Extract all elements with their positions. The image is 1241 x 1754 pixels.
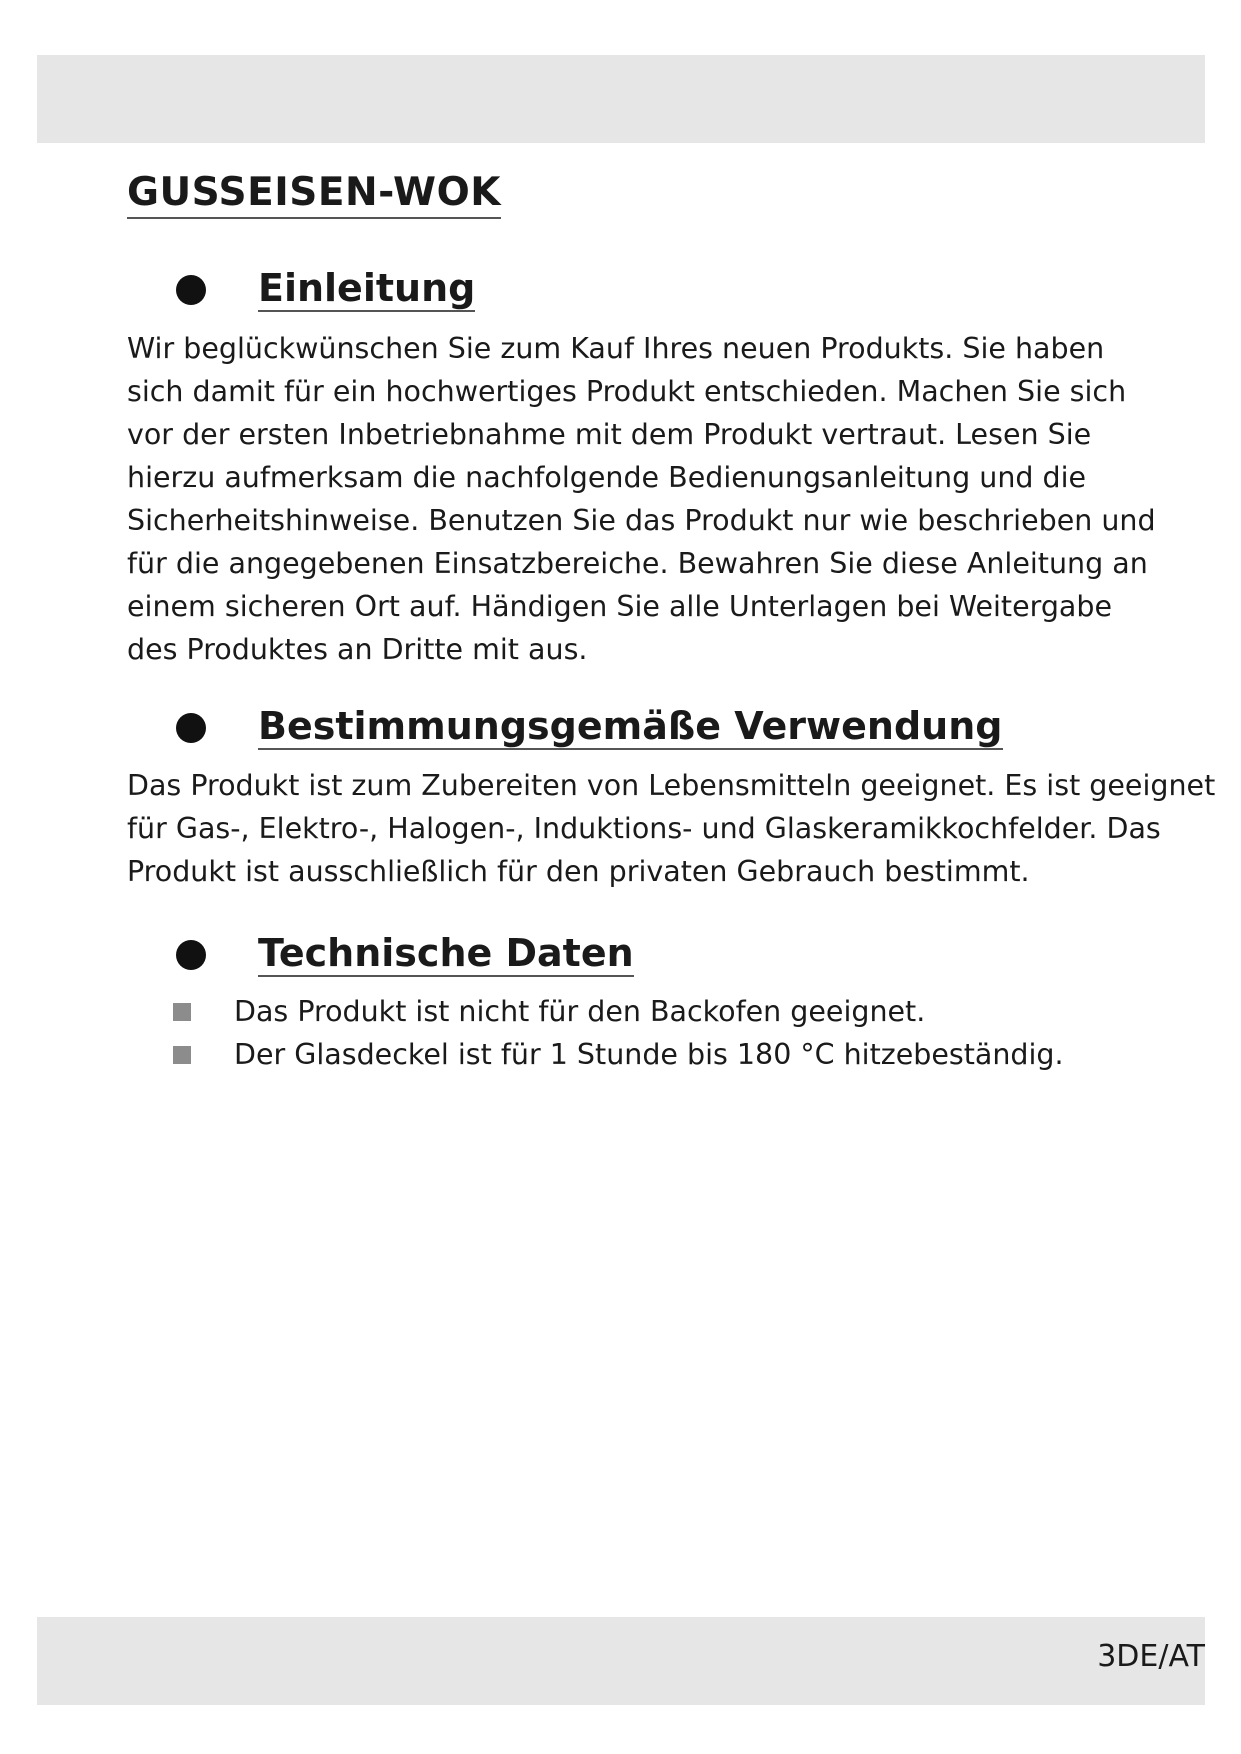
- document-title: GUSSEISEN-WOK: [127, 172, 501, 219]
- list-item: [173, 1033, 1064, 1076]
- usage-paragraph: [127, 764, 1216, 893]
- section-heading-text: Bestimmungsgemäße Verwendung: [258, 706, 1003, 751]
- paragraph-line: hierzu aufmerksam die nachfolgende Bedienungsanleitung und die: [127, 461, 1087, 494]
- intro-paragraph: [127, 327, 1156, 671]
- paragraph-line: Das Produkt ist zum Zubereiten von Lebensmitteln geeignet. Es ist geeignet: [127, 769, 1216, 802]
- section-heading-text: Technische Daten: [258, 933, 634, 978]
- square-bullet-icon: [173, 1003, 191, 1021]
- section-heading-verwendung: [176, 703, 1003, 753]
- list-item-text: Das Produkt ist nicht für den Backofen geeignet.: [234, 995, 926, 1028]
- paragraph-line: Sicherheitshinweise. Benutzen Sie das Produkt nur wie beschrieben und: [127, 504, 1156, 537]
- paragraph-line: einem sicheren Ort auf. Händigen Sie alle Unterlagen bei Weitergabe: [127, 590, 1113, 623]
- square-bullet-icon: [173, 1046, 191, 1064]
- round-bullet-icon: [176, 713, 206, 743]
- section-heading-einleitung: [176, 265, 475, 315]
- paragraph-line: des Produktes an Dritte mit aus.: [127, 633, 588, 666]
- page-number: 3DE/AT: [1097, 1639, 1205, 1674]
- paragraph-line: für die angegebenen Einsatzbereiche. Bewahren Sie diese Anleitung an: [127, 547, 1148, 580]
- footer-band: [37, 1617, 1205, 1705]
- section-heading-technische-daten: [176, 930, 634, 980]
- round-bullet-icon: [176, 940, 206, 970]
- paragraph-line: vor der ersten Inbetriebnahme mit dem Produkt vertraut. Lesen Sie: [127, 418, 1092, 451]
- list-item-text: Der Glasdeckel ist für 1 Stunde bis 180 °C hitzebeständig.: [234, 1038, 1064, 1071]
- paragraph-line: Produkt ist ausschließlich für den privaten Gebrauch bestimmt.: [127, 855, 1030, 888]
- section-heading-text: Einleitung: [258, 268, 475, 313]
- paragraph-line: Wir beglückwünschen Sie zum Kauf Ihres neuen Produkts. Sie haben: [127, 332, 1105, 365]
- technical-data-list: [173, 990, 1064, 1076]
- round-bullet-icon: [176, 275, 206, 305]
- header-band: [37, 55, 1205, 143]
- list-item: [173, 990, 1064, 1033]
- paragraph-line: sich damit für ein hochwertiges Produkt entschieden. Machen Sie sich: [127, 375, 1127, 408]
- paragraph-line: für Gas-, Elektro-, Halogen-, Induktions- und Glaskeramikkochfelder. Das: [127, 812, 1161, 845]
